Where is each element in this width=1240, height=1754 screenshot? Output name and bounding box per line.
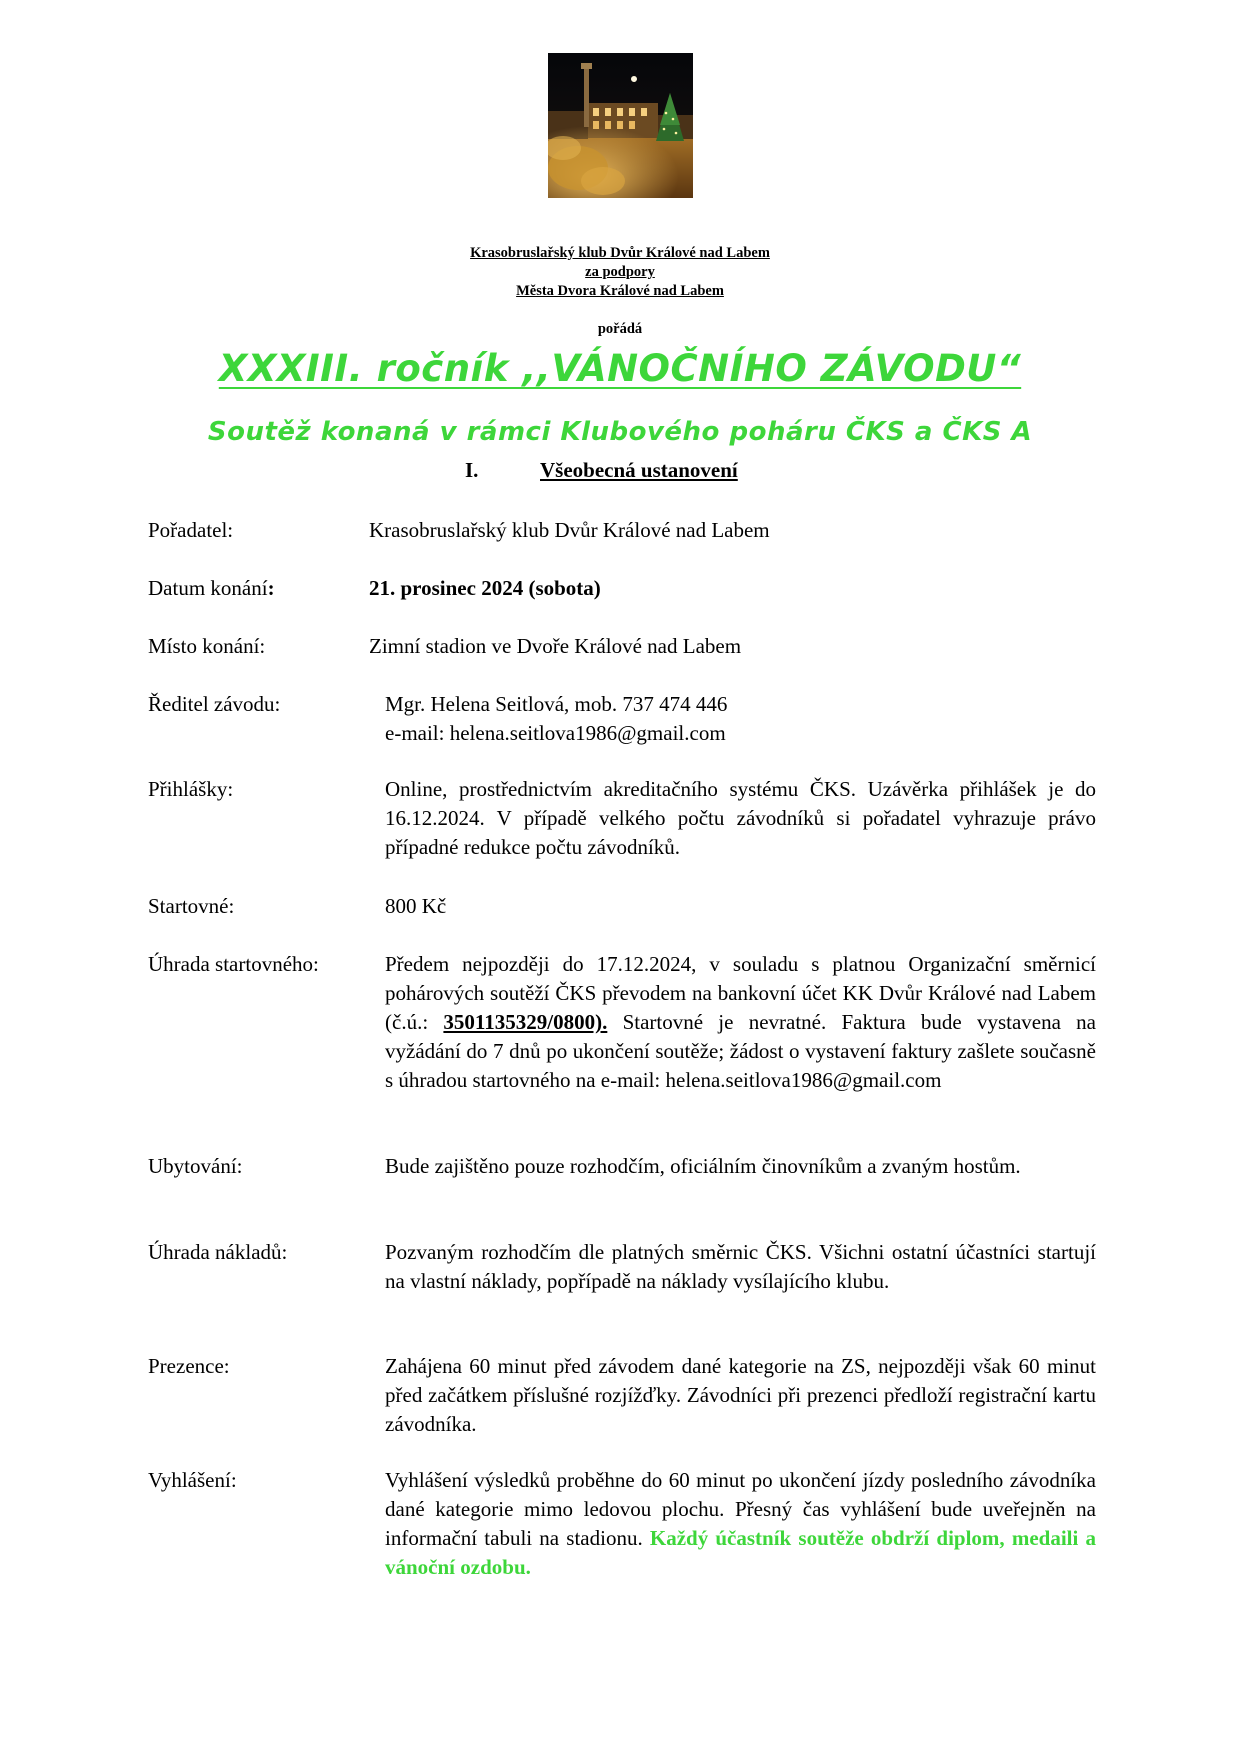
- row-label: Úhrada nákladů:: [148, 1240, 288, 1264]
- row-label: Pořadatel:: [148, 518, 234, 542]
- director-email: e-mail: helena.seitlova1986@gmail.com: [385, 721, 726, 745]
- organizer-line-2: za podpory: [585, 264, 655, 280]
- section-title: Všeobecná ustanovení: [540, 458, 738, 482]
- row-label: Prezence:: [148, 1354, 230, 1378]
- row-label: Startovné:: [148, 894, 235, 918]
- row-value: Pozvaným rozhodčím dle platných směrnic ČKS. Všichni ostatní účastníci startují na vlastní náklady, popřípadě na náklady vysílajícího klubu.: [385, 1240, 1096, 1293]
- organizer-line-1: Krasobruslařský klub Dvůr Králové nad Labem: [470, 245, 770, 261]
- organizes-label: pořádá: [597, 321, 643, 337]
- section-number: I.: [465, 458, 479, 482]
- row-label: Ředitel závodu:: [148, 692, 281, 716]
- award-highlight: Každý účastník soutěže obdrží diplom, medaili a vánoční ozdobu.: [385, 1526, 1096, 1579]
- row-label: Datum konání:: [148, 576, 275, 600]
- row-value: Krasobruslařský klub Dvůr Králové nad Labem: [369, 518, 770, 542]
- row-value: 21. prosinec 2024 (sobota): [369, 576, 601, 600]
- bank-account: 3501135329/0800).: [443, 1010, 608, 1034]
- row-value: Vyhlášení výsledků proběhne do 60 minut po ukončení jízdy posledního závodníka dané kategorie mimo ledovou plochu. Přesný čas vyhlášení bude uveřejněn na informační tabuli na stadionu. Každý účastník soutěže obdrží diplom, medaili a vánoční ozdobu.: [385, 1468, 1096, 1579]
- header-photo-christmas-square: [548, 53, 693, 198]
- document-title: XXXIII. ročník ,,VÁNOČNÍHO ZÁVODU“: [218, 347, 1022, 390]
- row-value: Zimní stadion ve Dvoře Králové nad Labem: [369, 634, 742, 658]
- director-name-phone: Mgr. Helena Seitlová, mob. 737 474 446: [385, 692, 728, 716]
- organizer-line-3: Města Dvora Králové nad Labem: [516, 283, 724, 299]
- row-value: Bude zajištěno pouze rozhodčím, oficiálním činovníkům a zvaným hostům.: [385, 1154, 1021, 1178]
- row-label: Úhrada startovného:: [148, 952, 319, 976]
- row-label: Vyhlášení:: [148, 1468, 237, 1492]
- section-heading: [465, 458, 738, 483]
- row-value: Zahájena 60 minut před závodem dané kategorie na ZS, nejpozději však 60 minut před začátkem příslušné rozjížďky. Závodníci při prezenci předloží registrační kartu závodníka.: [385, 1354, 1096, 1436]
- row-label: Ubytování:: [148, 1154, 243, 1178]
- row-value: Online, prostřednictvím akreditačního systému ČKS. Uzávěrka přihlášek je do 16.12.2024. V případě velkého počtu závodníků si pořadatel vyhrazuje právo případné redukce počtu závodníků.: [385, 777, 1096, 859]
- document-subtitle: Soutěž konaná v rámci Klubového poháru ČKS a ČKS A: [207, 417, 1033, 447]
- row-value: [385, 690, 1096, 748]
- row-label: Přihlášky:: [148, 777, 234, 801]
- row-label: Místo konání:: [148, 634, 266, 658]
- row-value: 800 Kč: [385, 894, 447, 918]
- row-value: Předem nejpozději do 17.12.2024, v souladu s platnou Organizační směrnicí pohárových soutěží ČKS převodem na bankovní účet KK Dvůr Králové nad Labem (č.ú.: 3501135329/0800). Startovné je nevratné. Faktura bude vystavena na vyžádání do 7 dnů po ukončení soutěže; žádost o vystavení faktury zašlete současně s úhradou startovného na e-mail: helena.seitlova1986@gmail.com: [385, 952, 1097, 1092]
